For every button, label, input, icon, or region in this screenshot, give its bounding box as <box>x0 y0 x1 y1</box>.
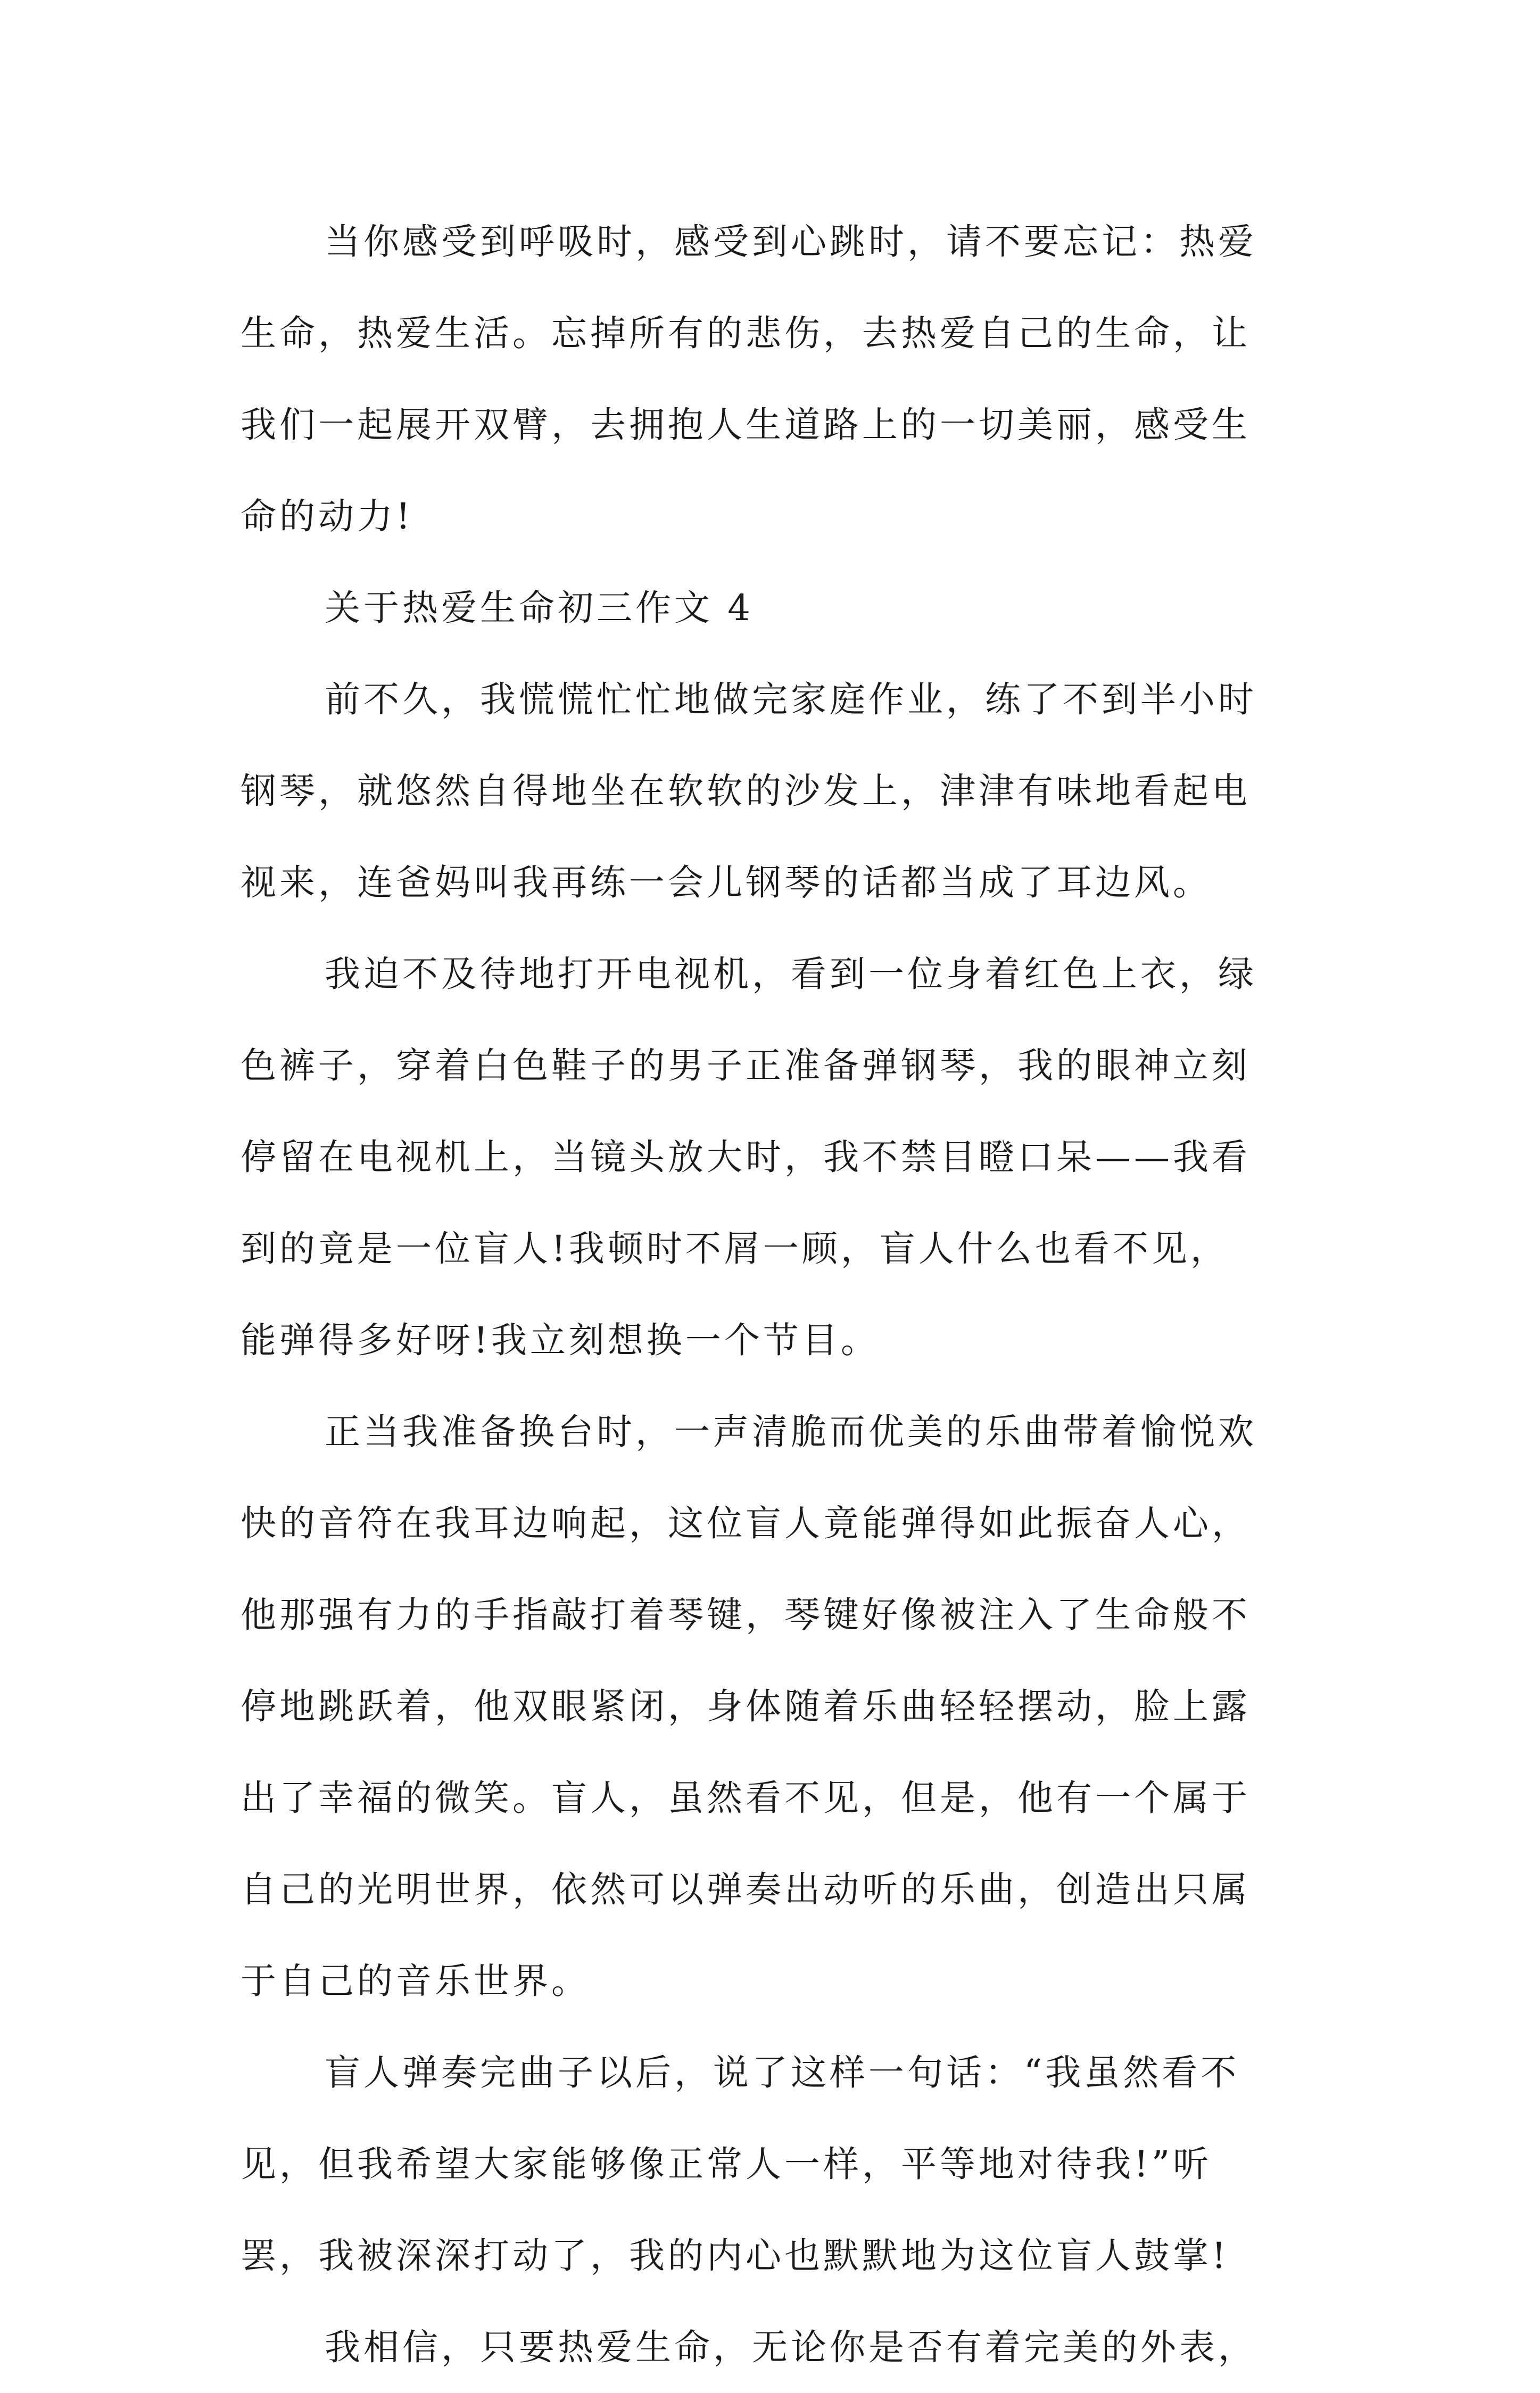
text-line: 我迫不及待地打开电视机，看到一位身着红色上衣，绿 <box>325 953 1257 995</box>
text-line: 前不久，我慌慌忙忙地做完家庭作业，练了不到半小时 <box>325 679 1257 720</box>
text-line: 于自己的音乐世界。 <box>241 1960 590 2002</box>
text-line: 到的竟是一位盲人!我顿时不屑一顾，盲人什么也看不见， <box>241 1228 1229 1269</box>
text-line: 当你感受到呼吸时，感受到心跳时，请不要忘记：热爱 <box>325 221 1257 262</box>
text-line: 自己的光明世界，依然可以弹奏出动听的乐曲，创造出只属 <box>241 1869 1251 1910</box>
text-line: 出了幸福的微笑。盲人，虽然看不见，但是，他有一个属于 <box>241 1777 1251 1819</box>
text-line: 生命，热爱生活。忘掉所有的悲伤，去热爱自己的生命，让 <box>241 312 1251 354</box>
text-line: 我们一起展开双臂，去拥抱人生道路上的一切美丽，感受生 <box>241 404 1251 445</box>
text-line: 色裤子，穿着白色鞋子的男子正准备弹钢琴，我的眼神立刻 <box>241 1045 1251 1086</box>
section-heading: 关于热爱生命初三作文 4 <box>325 587 754 629</box>
text-line: 罢，我被深深打动了，我的内心也默默地为这位盲人鼓掌! <box>241 2235 1229 2276</box>
text-line: 命的动力! <box>241 496 413 537</box>
text-line: 盲人弹奏完曲子以后，说了这样一句话：“我虽然看不 <box>325 2052 1240 2093</box>
text-line: 停地跳跃着，他双眼紧闭，身体随着乐曲轻轻摆动，脸上露 <box>241 1686 1251 1727</box>
text-line: 我相信，只要热爱生命，无论你是否有着完美的外表， <box>325 2326 1257 2368</box>
text-line: 快的音符在我耳边响起，这位盲人竟能弹得如此振奋人心， <box>241 1503 1251 1544</box>
text-line: 停留在电视机上，当镜头放大时，我不禁目瞪口呆——我看 <box>241 1136 1251 1178</box>
text-line: 能弹得多好呀!我立刻想换一个节目。 <box>241 1319 880 1361</box>
text-line: 视来，连爸妈叫我再练一会儿钢琴的话都当成了耳边风。 <box>241 862 1212 903</box>
text-line: 见，但我希望大家能够像正常人一样，平等地对待我!”听 <box>241 2143 1212 2185</box>
text-line: 钢琴，就悠然自得地坐在软软的沙发上，津津有味地看起电 <box>241 770 1251 812</box>
text-line: 他那强有力的手指敲打着琴键，琴键好像被注入了生命般不 <box>241 1594 1251 1636</box>
document-body <box>241 196 1310 2393</box>
text-line: 正当我准备换台时，一声清脆而优美的乐曲带着愉悦欢 <box>325 1411 1257 1453</box>
